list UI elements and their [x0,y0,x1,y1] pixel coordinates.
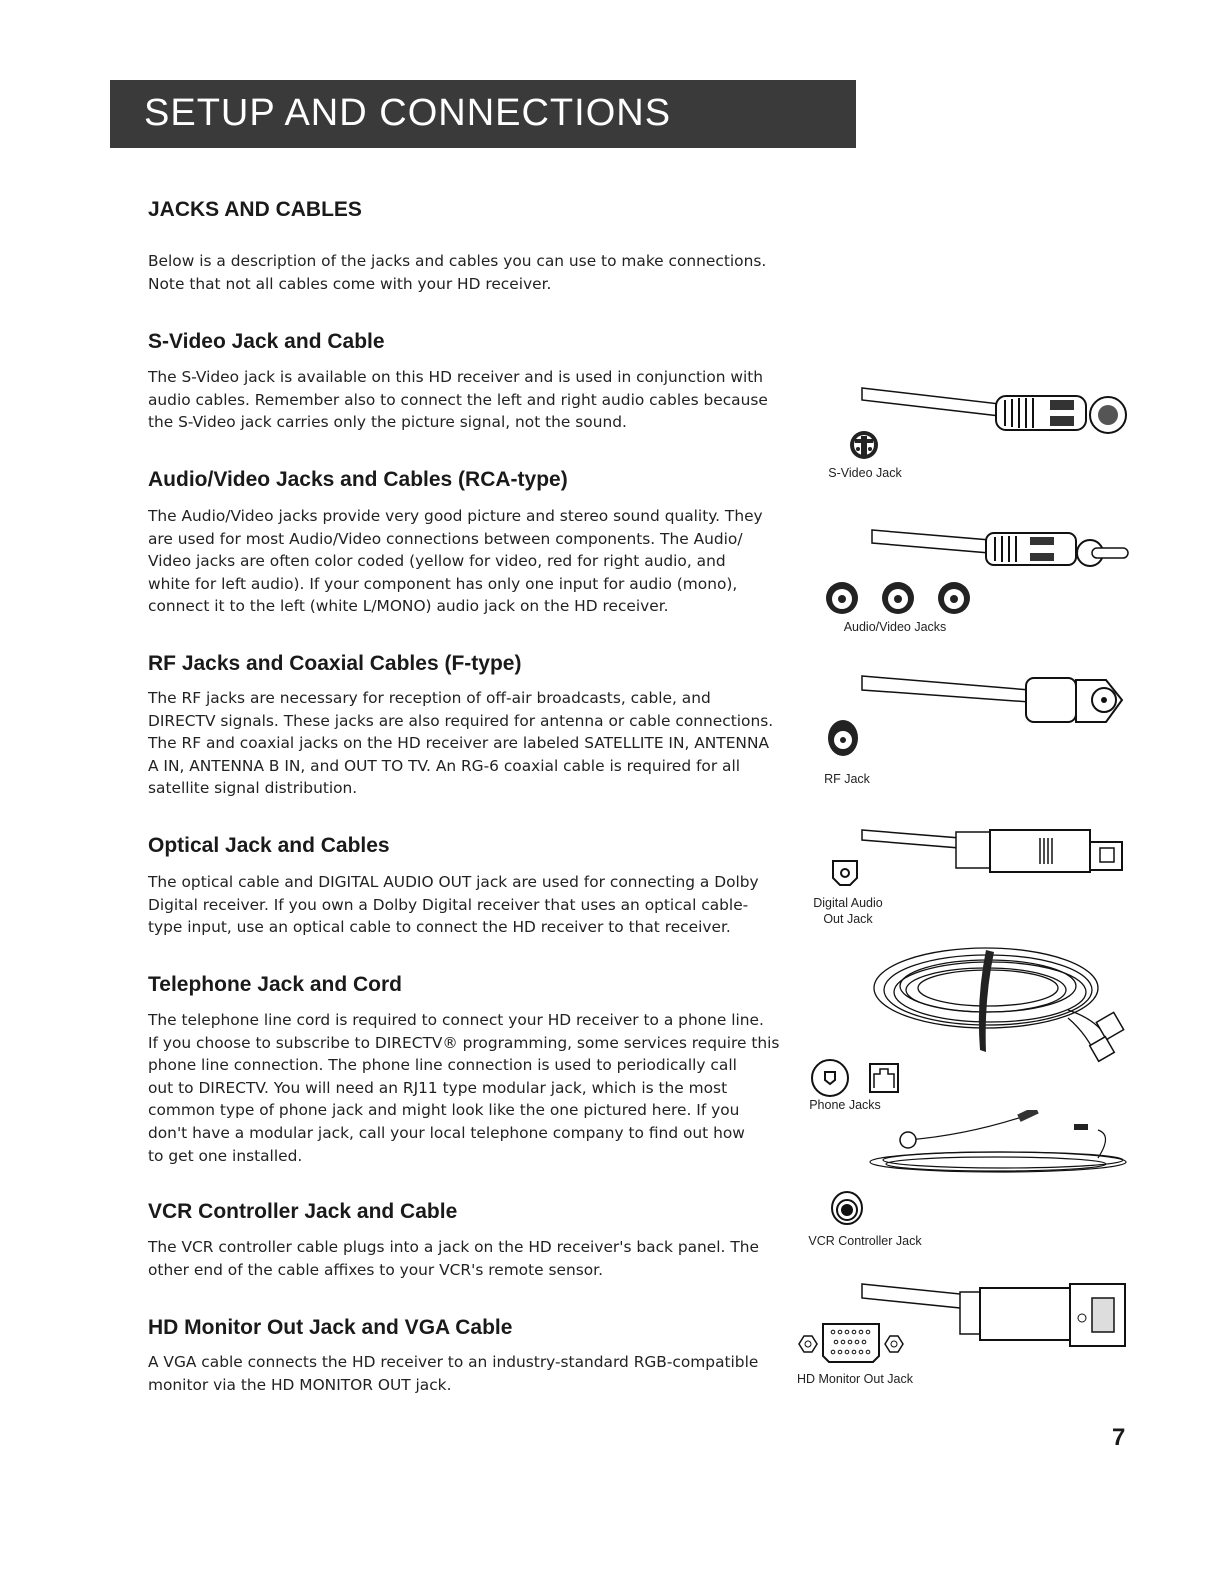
text-line: The RF jacks are necessary for reception of off-air broadcasts, cable, and [148,689,711,707]
av-jacks-caption: Audio/Video Jacks [843,620,947,634]
av-jacks-icon [824,580,974,616]
text-line: Video jacks are often color coded (yellow for video, red for right audio, and [148,552,726,571]
phone-jacks-caption: Phone Jacks [809,1098,881,1112]
text-line: A IN, ANTENNA B IN, and OUT TO TV. An RG-6 coaxial cable is required for all [148,756,741,775]
text-line: The RF and coaxial jacks on the HD receiver are labeled SATELLITE IN, ANTENNA [148,734,769,753]
vcr-controller-jack-caption: VCR Controller Jack [808,1234,922,1248]
text-line: The VCR controller cable plugs into a jack on the HD receiver's back panel. The [148,1238,759,1256]
text-line: phone line connection. The phone line connection is used to periodically call [148,1056,737,1075]
rca-cable-illustration [870,525,1130,575]
section-heading: HD Monitor Out Jack and VGA Cable [148,1316,513,1339]
rf-jack-caption: RF Jack [824,772,870,786]
text-line: satellite signal distribution. [148,779,358,798]
vcr-controller-jack-icon [830,1190,864,1226]
section-heading: VCR Controller Jack and Cable [148,1200,458,1223]
text-line: audio cables. Remember also to connect the left and right audio cables because [148,390,768,409]
section-paragraph [148,505,763,618]
text-line: A VGA cable connects the HD receiver to an industry-standard RGB-compatible [148,1353,759,1371]
section-paragraph [148,1236,759,1281]
phone-jacks-icon [810,1058,900,1098]
optical-cable-illustration [860,826,1130,876]
banner-title: SETUP AND CONNECTIONS [144,92,672,134]
text-line: Note that not all cables come with your HD receiver. [148,274,552,293]
text-line: connect it to the left (white L/MONO) audio jack on the HD receiver. [148,597,669,616]
text-line: white for left audio). If your component has only one input for audio (mono), [148,574,738,593]
hd-monitor-out-jack-caption: HD Monitor Out Jack [796,1372,913,1386]
text-line: other end of the cable affixes to your VCR's remote sensor. [148,1260,603,1279]
section-heading: S-Video Jack and Cable [148,330,385,353]
text-line: common type of phone jack and might look like the one pictured here. If you [148,1101,740,1120]
text-line: The optical cable and DIGITAL AUDIO OUT jack are used for connecting a Dolby [148,873,759,891]
page-title: JACKS AND CABLES [148,198,362,221]
phone-cord-illustration [868,940,1133,1065]
text-line: Below is a description of the jacks and cables you can use to make connections. [148,252,767,270]
intro-paragraph [148,250,766,295]
svideo-jack-icon [848,428,880,462]
optical-jack-caption [800,895,896,927]
section-paragraph [148,687,773,800]
text-line: DIRECTV signals. These jacks are also required for antenna or cable connections. [148,711,774,730]
caption-line: Out Jack [823,912,873,926]
text-line: out to DIRECTV. You will need an RJ11 type modular jack, which is the most [148,1078,728,1097]
text-line: type input, use an optical cable to connect the HD receiver to that receiver. [148,918,731,937]
text-line: monitor via the HD MONITOR OUT jack. [148,1375,452,1394]
text-line: are used for most Audio/Video connections between components. The Audio/ [148,529,743,548]
text-line: The S-Video jack is available on this HD receiver and is used in conjunction with [148,368,764,386]
vcr-controller-cable-illustration [868,1110,1133,1175]
section-banner [110,80,856,148]
section-paragraph [148,1009,779,1167]
section-heading: Optical Jack and Cables [148,834,390,857]
text-line: Digital receiver. If you own a Dolby Digital receiver that uses an optical cable- [148,895,749,914]
rf-jack-icon [826,718,860,758]
text-line: the S-Video jack carries only the picture signal, not the sound. [148,413,627,432]
optical-jack-icon [830,858,860,888]
section-heading: RF Jacks and Coaxial Cables (F-type) [148,652,522,675]
text-line: The Audio/Video jacks provide very good picture and stereo sound quality. They [148,507,763,525]
svideo-jack-caption: S-Video Jack [828,466,902,480]
section-paragraph [148,871,759,939]
section-paragraph [148,1351,758,1396]
text-line: don't have a modular jack, call your local telephone company to find out how [148,1123,745,1142]
text-line: The telephone line cord is required to connect your HD receiver to a phone line. [148,1011,764,1029]
text-line: If you choose to subscribe to DIRECTV® programming, some services require this [148,1033,780,1052]
section-heading: Audio/Video Jacks and Cables (RCA-type) [148,468,568,491]
section-paragraph [148,366,768,434]
coax-cable-illustration [860,672,1130,732]
svideo-cable-illustration [860,380,1130,440]
section-heading: Telephone Jack and Cord [148,973,402,996]
text-line: to get one installed. [148,1146,303,1165]
page-number: 7 [1112,1424,1126,1451]
hd-monitor-out-jack-icon [795,1320,915,1366]
caption-line: Digital Audio [813,896,883,910]
